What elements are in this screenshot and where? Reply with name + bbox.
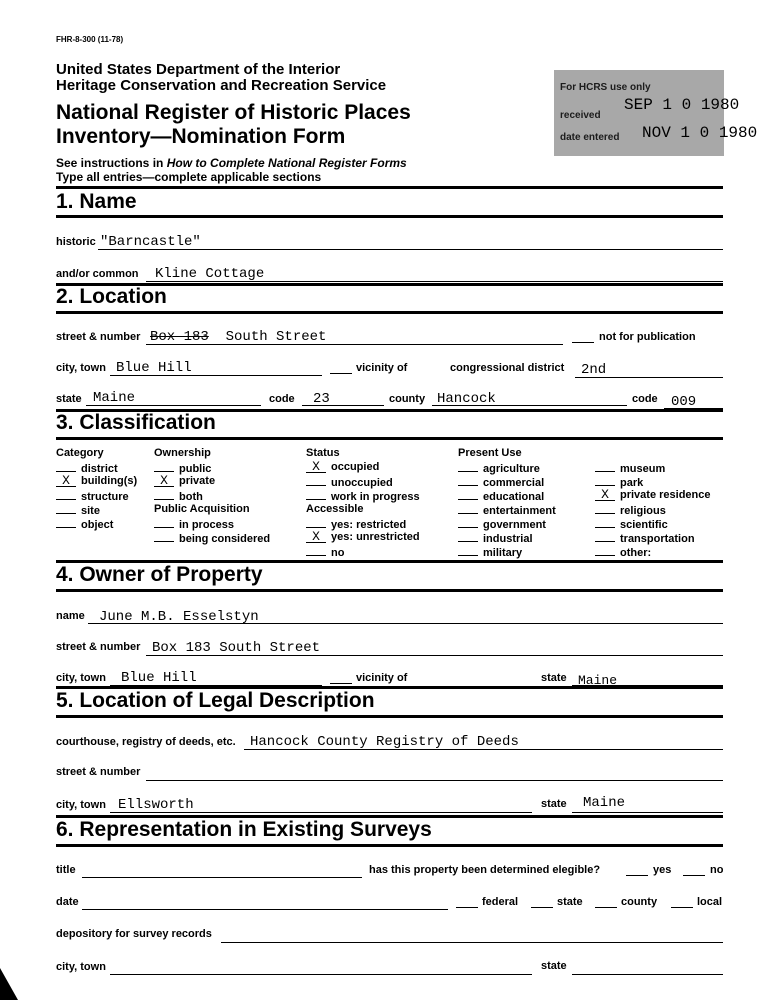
stamp-label-received: received [560, 110, 601, 121]
form-title-2: Inventory—Nomination Form [56, 125, 346, 148]
section-1-heading: 1. Name [56, 190, 137, 213]
location-vicinity-blank[interactable] [330, 373, 352, 374]
category-site[interactable]: site [56, 502, 100, 518]
survey-date-label: date [56, 896, 79, 908]
nfp-blank[interactable] [572, 342, 594, 343]
ownership-private[interactable]: X private [154, 474, 215, 488]
owner-vicinity-label: vicinity of [356, 672, 408, 684]
use-industrial[interactable]: industrial [458, 530, 533, 546]
congressional-district-value[interactable]: 2nd [581, 362, 607, 378]
owner-state-label: state [541, 672, 567, 684]
location-state-line [86, 405, 261, 406]
category-buildings[interactable]: X building(s) [56, 474, 137, 488]
use-religious[interactable]: religious [595, 502, 666, 518]
section-2-underline [56, 311, 723, 314]
common-name-line [146, 281, 723, 282]
instructions-line-2: Type all entries—complete applicable sections [56, 170, 322, 184]
survey-state-line[interactable] [572, 974, 723, 975]
status-work-in-progress[interactable]: work in progress [306, 488, 420, 504]
eligible-question: has this property been determined elegible? [369, 864, 601, 876]
category-heading: Category [56, 447, 104, 459]
owner-street-label: street & number [56, 641, 141, 653]
state-code-value[interactable]: 23 [313, 391, 330, 407]
use-private-residence[interactable]: X private residence [595, 488, 711, 502]
use-government[interactable]: government [458, 516, 546, 532]
location-city-line [110, 375, 322, 376]
state-code-label: code [269, 393, 295, 405]
courthouse-value[interactable]: Hancock County Registry of Deeds [250, 734, 519, 750]
owner-city-label: city, town [56, 672, 106, 684]
section-4-underline [56, 589, 723, 592]
acquisition-in-process[interactable]: in process [154, 516, 234, 532]
eligible-yes-blank[interactable] [626, 875, 648, 876]
section-3-heading: 3. Classification [56, 411, 216, 434]
local-blank[interactable] [671, 907, 693, 908]
public-acquisition-heading: Public Acquisition [154, 503, 250, 515]
legal-street-label: street & number [56, 766, 141, 778]
survey-title-line[interactable] [82, 877, 362, 878]
county-line [432, 405, 627, 406]
state-opt-blank[interactable] [531, 907, 553, 908]
section-6-heading: 6. Representation in Existing Surveys [56, 818, 432, 841]
owner-street-line [146, 655, 723, 656]
courthouse-label: courthouse, registry of deeds, etc. [56, 736, 236, 748]
hcrs-use-stamp [554, 70, 758, 156]
use-commercial[interactable]: commercial [458, 474, 544, 490]
section-2-heading: 2. Location [56, 285, 167, 308]
category-district[interactable]: district [56, 460, 118, 476]
legal-state-line [572, 812, 723, 813]
stamp-label-entered: date entered [560, 132, 620, 143]
use-educational[interactable]: educational [458, 488, 544, 504]
section-1-rule [56, 186, 723, 189]
section-5-underline [56, 715, 723, 718]
section-4-heading: 4. Owner of Property [56, 563, 263, 586]
depository-label: depository for survey records [56, 928, 212, 940]
county-code-label: code [632, 393, 658, 405]
not-for-publication-label: not for publication [599, 331, 696, 343]
section-1-underline [56, 215, 723, 218]
status-heading: Status [306, 447, 340, 459]
use-military[interactable]: military [458, 544, 522, 560]
congressional-district-line [575, 377, 723, 378]
section-3-underline [56, 437, 723, 440]
survey-state-label: state [541, 960, 567, 972]
survey-city-label: city, town [56, 961, 106, 973]
section-6-underline [56, 844, 723, 847]
owner-street-value[interactable]: Box 183 South Street [152, 640, 321, 656]
state-opt-label: state [557, 896, 583, 908]
location-street-label: street & number [56, 331, 141, 343]
common-name-value[interactable]: Kline Cottage [155, 266, 265, 282]
courthouse-line [244, 749, 723, 750]
survey-date-line[interactable] [82, 909, 448, 910]
stamp-label-use-only: For HCRS use only [560, 82, 651, 93]
owner-vicinity-blank[interactable] [330, 683, 352, 684]
ownership-public[interactable]: public [154, 460, 211, 476]
service-title: Heritage Conservation and Recreation Service [56, 77, 387, 94]
legal-street-line[interactable] [146, 780, 723, 781]
common-name-label: and/or common [56, 268, 139, 280]
eligible-no-blank[interactable] [683, 875, 705, 876]
owner-name-value[interactable]: June M.B. Esselstyn [99, 609, 259, 625]
acquisition-being-considered[interactable]: being considered [154, 530, 270, 546]
category-structure[interactable]: structure [56, 488, 129, 504]
status-occupied[interactable]: X occupied [306, 460, 379, 474]
location-city-label: city, town [56, 362, 106, 374]
legal-city-label: city, town [56, 799, 106, 811]
congressional-district-label: congressional district [450, 362, 565, 374]
county-opt-label: county [621, 896, 658, 908]
street-name: South Street [225, 329, 327, 345]
category-object[interactable]: object [56, 516, 113, 532]
federal-label: federal [482, 896, 519, 908]
legal-state-label: state [541, 798, 567, 810]
owner-name-label: name [56, 610, 85, 622]
form-id: FHR-8-300 (11-78) [56, 35, 124, 44]
historic-line [98, 249, 723, 250]
legal-state-value[interactable]: Maine [583, 795, 626, 811]
owner-state-value[interactable]: Maine [578, 673, 618, 688]
accessible-yes-unrestricted[interactable]: X yes: unrestricted [306, 530, 420, 544]
county-value[interactable]: Hancock [437, 391, 496, 407]
local-label: local [697, 896, 723, 908]
use-agriculture[interactable]: agriculture [458, 460, 540, 476]
ownership-both[interactable]: both [154, 488, 203, 504]
federal-blank[interactable] [456, 907, 478, 908]
status-unoccupied[interactable]: unoccupied [306, 474, 393, 490]
stamp-received-date: SEP 1 0 1980 [624, 96, 740, 114]
struck-box-number: Box 183 [150, 329, 209, 345]
accessible-heading: Accessible [306, 503, 364, 515]
location-vicinity-label: vicinity of [356, 362, 408, 374]
accessible-no[interactable]: no [306, 544, 344, 560]
location-street-value[interactable] [150, 329, 326, 345]
corner-triangle-mark [0, 968, 20, 1000]
owner-name-line [88, 623, 723, 624]
county-blank[interactable] [595, 907, 617, 908]
county-label: county [389, 393, 426, 405]
owner-city-value[interactable]: Blue Hill [121, 670, 197, 686]
location-street-line [146, 344, 563, 345]
use-entertainment[interactable]: entertainment [458, 502, 556, 518]
ownership-heading: Ownership [154, 447, 211, 459]
dept-title: United States Department of the Interior [56, 61, 341, 78]
present-use-heading: Present Use [458, 447, 522, 459]
eligible-yes-label: yes [653, 864, 672, 876]
use-scientific[interactable]: scientific [595, 516, 668, 532]
legal-city-value[interactable]: Ellsworth [118, 797, 194, 813]
legal-city-line [110, 812, 532, 813]
county-code-value[interactable]: 009 [671, 394, 697, 410]
stamp-entered-date: NOV 1 0 1980 [642, 124, 758, 142]
use-park[interactable]: park [595, 474, 643, 490]
use-other[interactable]: other: [595, 544, 651, 560]
accessible-yes-restricted[interactable]: yes: restricted [306, 516, 406, 532]
eligible-no-label: no [710, 864, 724, 876]
state-code-line [302, 405, 384, 406]
depository-line[interactable] [221, 942, 723, 943]
location-state-value[interactable]: Maine [93, 390, 136, 406]
survey-title-label: title [56, 864, 76, 876]
use-museum[interactable]: museum [595, 460, 665, 476]
location-city-value[interactable]: Blue Hill [116, 360, 192, 376]
instructions-line-1: See instructions in How to Complete National Register Forms [56, 156, 407, 170]
historic-label: historic [56, 236, 96, 248]
use-transportation[interactable]: transportation [595, 530, 695, 546]
form-title-1: National Register of Historic Places [56, 101, 411, 124]
historic-name-value[interactable]: "Barncastle" [100, 234, 201, 250]
survey-city-line[interactable] [110, 974, 532, 975]
location-state-label: state [56, 393, 82, 405]
section-5-heading: 5. Location of Legal Description [56, 689, 375, 712]
